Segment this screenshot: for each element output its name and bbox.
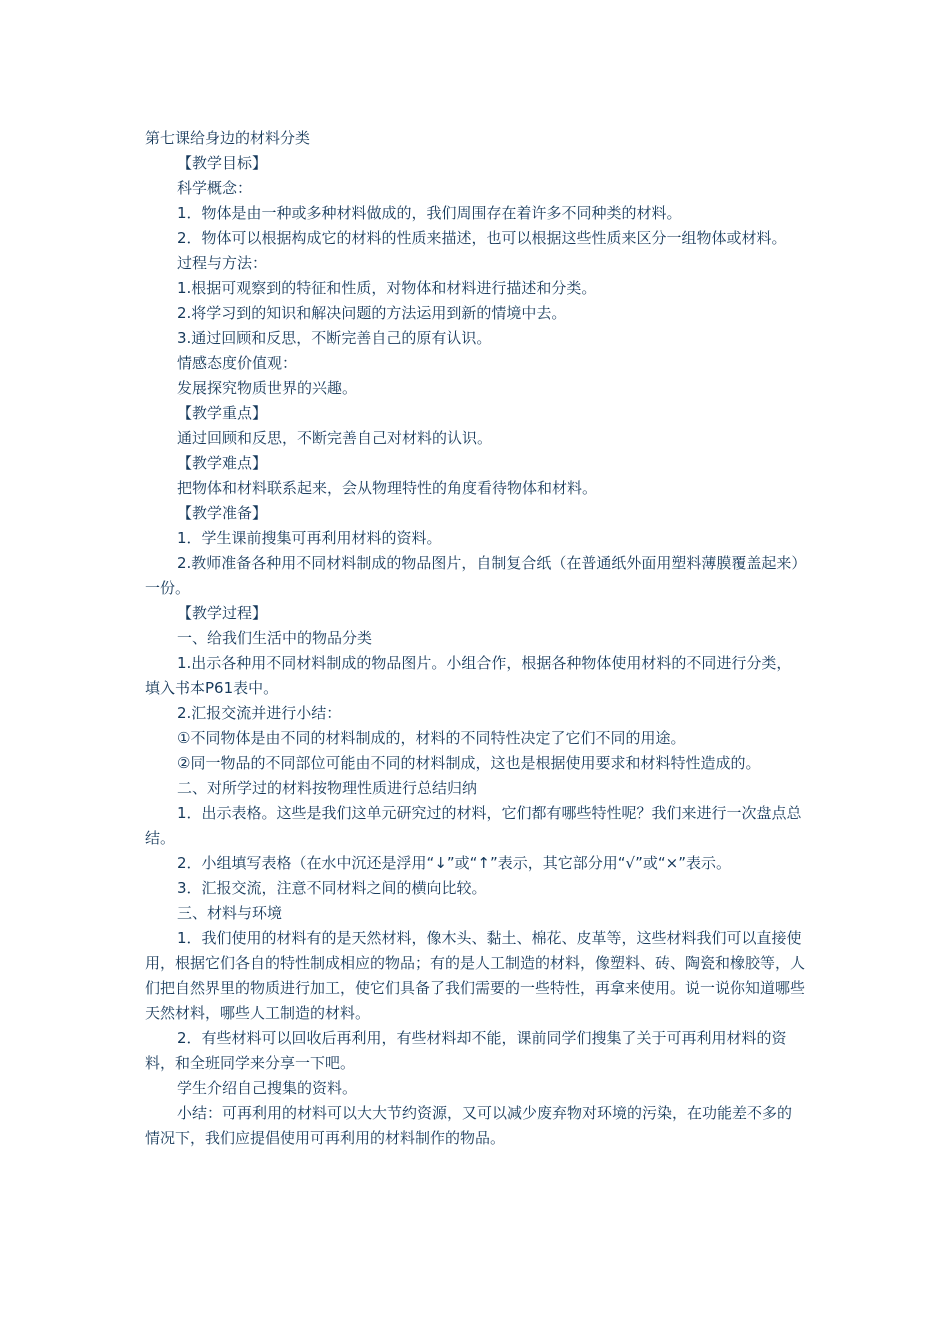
section-heading-difficulties: 【教学难点】 [177,454,268,472]
document-title: 第七课给身边的材料分类 [145,129,311,147]
paragraph: 1．出示表格。这些是我们这单元研究过的材料，它们都有哪些特性呢？我们来进行一次盘点总结。 [145,804,802,847]
paragraph: 通过回顾和反思，不断完善自己对材料的认识。 [177,429,493,447]
paragraph: 2．物体可以根据构成它的材料的性质来描述，也可以根据这些性质来区分一组物体或材料。 [177,229,787,247]
paragraph: 1．我们使用的材料有的是天然材料，像木头、黏土、棉花、皮革等，这些材料我们可以直接使用，根据它们各自的特性制成相应的物品；有的是人工制造的材料，像塑料、砖、陶瓷和橡胶等，人们把自然界里的物质进行加工，使它们具备了我们需要的一些特性，再拿来使用。说一说你知道哪些天然材料，哪些人工制造的材料。 [145,929,806,1022]
subheading-science-concepts: 科学概念： [177,179,253,197]
subheading-part-two: 二、对所学过的材料按物理性质进行总结归纳 [177,779,478,797]
paragraph: 3．汇报交流，注意不同材料之间的横向比较。 [177,879,487,897]
subheading-part-three: 三、材料与环境 [177,904,283,922]
paragraph: 1．学生课前搜集可再利用材料的资料。 [177,529,442,547]
paragraph: ①不同物体是由不同的材料制成的，材料的不同特性决定了它们不同的用途。 [177,729,686,747]
paragraph: 2．小组填写表格（在水中沉还是浮用“↓”或“↑”表示，其它部分用“√”或“×”表示。 [177,854,731,872]
section-heading-process: 【教学过程】 [177,604,268,622]
subheading-part-one: 一、给我们生活中的物品分类 [177,629,373,647]
paragraph: 3.通过回顾和反思，不断完善自己的原有认识。 [177,329,492,347]
paragraph: 2.汇报交流并进行小结： [177,704,342,722]
section-heading-preparation: 【教学准备】 [177,504,268,522]
section-heading-objectives: 【教学目标】 [177,154,268,172]
paragraph: 1．物体是由一种或多种材料做成的，我们周围存在着许多不同种类的材料。 [177,204,682,222]
subheading-process-methods: 过程与方法： [177,254,268,272]
paragraph: 发展探究物质世界的兴趣。 [177,379,358,397]
paragraph: ②同一物品的不同部位可能由不同的材料制成，这也是根据使用要求和材料特性造成的。 [177,754,761,772]
paragraph: 1.根据可观察到的特征和性质，对物体和材料进行描述和分类。 [177,279,597,297]
paragraph: 2．有些材料可以回收后再利用，有些材料却不能，课前同学们搜集了关于可再利用材料的资料，和全班同学来分享一下吧。 [145,1029,787,1072]
subheading-attitudes-values: 情感态度价值观： [177,354,298,372]
paragraph: 1.出示各种用不同材料制成的物品图片。小组合作，根据各种物体使用材料的不同进行分类，填入书本P61表中。 [145,654,792,697]
paragraph: 2.教师准备各种用不同材料制成的物品图片，自制复合纸（在普通纸外面用塑料薄膜覆盖起来）一份。 [145,554,799,597]
document-body [145,126,805,1151]
section-heading-key-points: 【教学重点】 [177,404,268,422]
paragraph: 学生介绍自己搜集的资料。 [177,1079,358,1097]
paragraph: 2.将学习到的知识和解决问题的方法运用到新的情境中去。 [177,304,567,322]
paragraph: 把物体和材料联系起来，会从物理特性的角度看待物体和材料。 [177,479,598,497]
paragraph: 小结：可再利用的材料可以大大节约资源，又可以减少废弃物对环境的污染，在功能差不多的情况下，我们应提倡使用可再利用的材料制作的物品。 [145,1104,793,1147]
